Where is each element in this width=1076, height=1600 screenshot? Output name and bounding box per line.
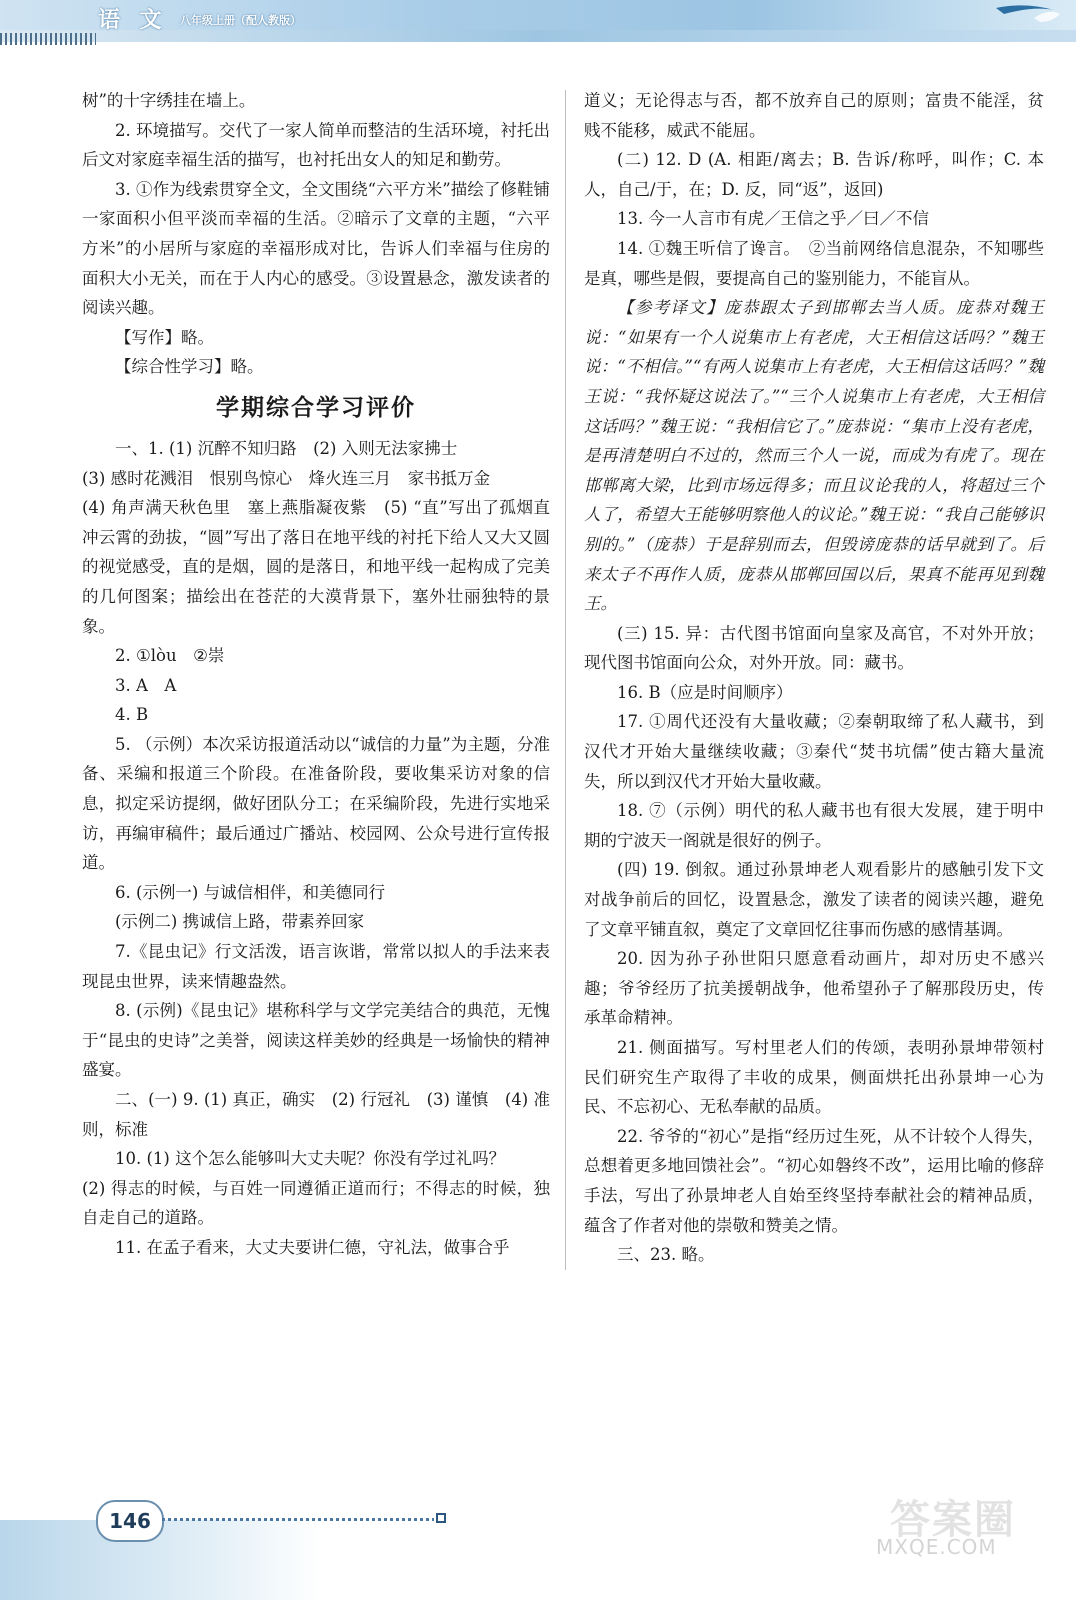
- footer-square-icon: [436, 1513, 446, 1523]
- left-paragraph: (示例二) 携诚信上路，带素养回家: [115, 912, 365, 932]
- left-paragraph: 10. (1) 这个怎么能够叫大丈夫呢？你没有学过礼吗？: [115, 1149, 506, 1169]
- column-divider: [565, 90, 566, 1270]
- left-paragraph: (4) 角声满天秋色里 塞上燕脂凝夜紫 (5) “直”写出了孤烟直冲云霄的劲拔，“圆”写出了落日在地平线的衬托下给人又大又圆的视觉感受，直的是烟，圆的是落日，和地平线一起构成了完美的几何图案；描绘出在苍茫的大漠背景下，塞外壮丽独特的景象。: [82, 498, 550, 636]
- header-ruler-ticks: [0, 33, 96, 45]
- left-column: [82, 86, 550, 1263]
- left-paragraph: 【写作】略。: [115, 327, 214, 347]
- left-paragraph: 8. (示例)《昆虫记》堪称科学与文学完美结合的典范，无愧于“昆虫的史诗”之美誉，阅读这样美妙的经典是一场愉快的精神盛宴。: [82, 1001, 550, 1080]
- left-paragraph: 11. 在孟子看来，大丈夫要讲仁德，守礼法，做事合乎: [115, 1237, 510, 1257]
- footer-dotted-line: [162, 1518, 434, 1521]
- left-paragraph: 6. (示例一) 与诚信相伴，和美德同行: [115, 882, 386, 902]
- left-paragraph: 3. ①作为线索贯穿全文，全文围绕“六平方米”描绘了修鞋铺一家面积小但平淡而幸福的生活。②暗示了文章的主题，“六平方米”的小居所与家庭的幸福形成对比，告诉人们幸福与住房的面积大小无关，而在于人内心的感受。③设置悬念，激发读者的阅读兴趣。: [82, 179, 550, 318]
- right-paragraph: 21. 侧面描写。写村里老人们的传颂，表明孙景坤带领村民们研究生产取得了丰收的成果，侧面烘托出孙景坤一心为民、不忘初心、无私奉献的品质。: [584, 1038, 1044, 1117]
- right-paragraph: 14. ①魏王听信了谗言。 ②当前网络信息混杂，不知哪些是真，哪些是假，要提高自己的鉴别能力，不能盲从。: [584, 238, 1044, 288]
- grade-label: 八年级上册（配人教版）: [180, 14, 301, 27]
- right-paragraph: 20. 因为孙子孙世阳只愿意看动画片，却对历史不感兴趣；爷爷经历了抗美援朝战争，他希望孙子了解那段历史，传承革命精神。: [584, 949, 1044, 1028]
- right-paragraph: 道义；无论得志与否，都不放弃自己的原则；富贵不能淫，贫贱不能移，威武不能屈。: [584, 91, 1044, 140]
- right-paragraph: 18. ⑦（示例）明代的私人藏书也有很大发展，建于明中期的宁波天一阁就是很好的例子。: [584, 801, 1044, 850]
- right-column: [584, 86, 1044, 1270]
- right-paragraph: 16. B（应是时间顺序）: [617, 682, 793, 702]
- right-paragraph: 22. 爷爷的“初心”是指“经历过生死，从不计较个人得失，总想着更多地回馈社会”。“初心如磐终不改”，运用比喻的修辞手法，写出了孙景坤老人自始至终坚持奉献社会的精神品质，蕴含了作者对他的崇敬和赞美之情。: [584, 1126, 1044, 1235]
- right-paragraph: 17. ①周代还没有大量收藏；②秦朝取缔了私人藏书，到汉代才开始大量继续收藏；③秦代“焚书坑儒”使古籍大量流失，所以到汉代才开始大量收藏。: [584, 712, 1044, 791]
- left-paragraph: 一、1. (1) 沉醉不知归路 (2) 入则无法家拂士: [115, 438, 458, 458]
- left-paragraph: 2. ①lòu ②崇: [115, 646, 225, 666]
- page-header: [0, 0, 1076, 46]
- subject-title: 语 文: [98, 8, 168, 33]
- right-paragraph: 13. 今一人言市有虎／王信之乎／曰／不信: [617, 209, 929, 229]
- left-paragraph: (3) 感时花溅泪 恨别鸟惊心 烽火连三月 家书抵万金: [82, 468, 491, 488]
- left-paragraph: 5. （示例）本次采访报道活动以“诚信的力量”为主题，分准备、采编和报道三个阶段。在准备阶段，要收集采访对象的信息，拟定采访提纲，做好团队分工；在采编阶段，先进行实地采访，再编审稿件；最后通过广播站、校园网、公众号进行宣传报道。: [82, 734, 550, 873]
- right-paragraph: 三、23. 略。: [617, 1245, 715, 1265]
- reference-translation: 【参考译文】庞恭跟太子到邯郸去当人质。庞恭对魏王说：“如果有一个人说集市上有老虎，大王相信这话吗？”魏王说：“不相信。”“有两人说集市上有老虎，大王相信这话吗？”魏王说：“我怀疑这说法了。”“三个人说集市上有老虎，大王相信这话吗？”魏王说：“我相信它了。”庞恭说：“集市上没有老虎，是再清楚明白不过的，然而三个人一说，而成为有虎了。现在邯郸离大梁，比到市场远得多；而且议论我的人，将超过三个人了，希望大王能够明察他人的议论。”魏王说：“我自己能够识别的。”（庞恭）于是辞别而去，但毁谤庞恭的话早就到了。后来太子不再作人质，庞恭从邯郸回国以后，果真不能再见到魏王。: [584, 298, 1044, 614]
- watermark-url: MXQE.COM: [876, 1535, 997, 1559]
- left-paragraph: 二、(一) 9. (1) 真正，确实 (2) 行冠礼 (3) 谨慎 (4) 准则，标准: [82, 1090, 550, 1139]
- watermark-logo: 答案圈: [890, 1497, 1016, 1543]
- swoosh-icon: [994, 0, 1064, 30]
- left-paragraph: 4. B: [115, 705, 149, 725]
- left-paragraph: 2. 环境描写。交代了一家人简单而整洁的生活环境，衬托出后文对家庭幸福生活的描写，也衬托出女人的知足和勤劳。: [82, 120, 550, 170]
- section-heading: 学期综合学习评价: [216, 394, 416, 421]
- left-paragraph: (2) 得志的时候，与百姓一同遵循正道而行；不得志的时候，独自走自己的道路。: [82, 1178, 550, 1228]
- left-paragraph: 7.《昆虫记》行文活泼，语言诙谐，常常以拟人的手法来表现昆虫世界，读来情趣盎然。: [82, 942, 550, 991]
- page-number: 146: [96, 1500, 164, 1542]
- right-paragraph: (四) 19. 倒叙。通过孙景坤老人观看影片的感触引发下文对战争前后的回忆，设置悬念，激发了读者的阅读兴趣，避免了文章平铺直叙，奠定了文章回忆往事而伤感的感情基调。: [584, 860, 1044, 939]
- left-paragraph: 【综合性学习】略。: [115, 357, 264, 377]
- right-paragraph: (二) 12. D (A. 相距/离去；B. 告诉/称呼，叫作；C. 本人，自己/于，在；D. 反，同“返”，返回): [584, 150, 1044, 199]
- right-paragraph: (三) 15. 异：古代图书馆面向皇家及高官，不对外开放；现代图书馆面向公众，对外开放。同：藏书。: [584, 623, 1044, 673]
- left-paragraph: 3. A A: [115, 675, 177, 695]
- left-paragraph: 树”的十字绣挂在墙上。: [82, 91, 256, 110]
